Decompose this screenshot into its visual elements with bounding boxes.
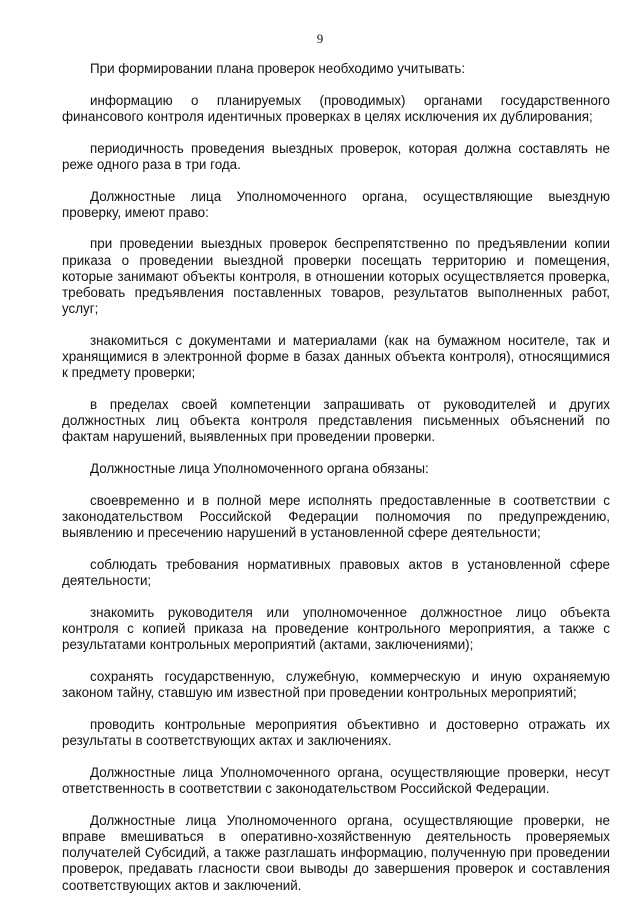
paragraph: своевременно и в полной мере исполнять предоставленные в соответствии с законодательством Российской Федерации полномочия по предупреждению, выявлению и пресечению нарушений в установленной сфере деятельности; [62,492,610,541]
paragraph: знакомиться с документами и материалами (как на бумажном носителе, так и хранящимися в электронной форме в базах данных объекта контроля), относящимися к предмету проверки; [62,332,610,381]
paragraph: проводить контрольные мероприятия объективно и достоверно отражать их результаты в соответствующих актах и заключениях. [62,716,610,749]
paragraph: Должностные лица Уполномоченного органа обязаны: [90,461,429,477]
paragraph: сохранять государственную, служебную, коммерческую и иную охраняемую законом тайну, ставшую им известной при проведении контрольных мероприятий; [62,668,610,701]
paragraph: при проведении выездных проверок беспрепятственно по предъявлении копии приказа о проведении выездной проверки посещать территорию и помещения, которые занимают объекты контроля, в отношении которых осуществляется проверка, требовать предъявления поставленных товаров, результатов выполненных работ, услуг; [62,236,610,317]
paragraph: в пределах своей компетенции запрашивать от руководителей и других должностных лиц объекта контроля представления письменных объяснений по фактам нарушений, выявленных при проведении проверки. [62,397,610,445]
paragraph: периодичность проведения выездных проверок, которая должна составлять не реже одного раза в три года. [62,140,610,172]
paragraph: Должностные лица Уполномоченного органа, осуществляющие проверки, несут ответственность в соответствии с законодательством Российской Федерации. [62,764,610,796]
page-number: 9 [316,31,324,46]
document-body [62,61,610,909]
paragraph: При формировании плана проверок необходимо учитывать: [90,61,466,76]
paragraph: информацию о планируемых (проводимых) органами государственного финансового контроля идентичных проверках в целях исключения их дублирования; [62,92,610,124]
paragraph: Должностные лица Уполномоченного органа, осуществляющие проверки, не вправе вмешиваться в оперативно-хозяйственную деятельность проверяемых получателей Субсидий, а также разглашать информацию, полученную при проведении проверок, предавать гласности свои выводы до завершения проверок и составления соответствующих актов и заключений. [62,812,610,893]
paragraph: Должностные лица Уполномоченного органа, осуществляющие выездную проверку, имеют право: [62,188,610,220]
paragraph: знакомить руководителя или уполномоченное должностное лицо объекта контроля с копией приказа на проведение контрольного мероприятия, а также с результатами контрольных мероприятий (актами, заключениями); [62,604,610,653]
paragraph: соблюдать требования нормативных правовых актов в установленной сфере деятельности; [62,556,610,589]
